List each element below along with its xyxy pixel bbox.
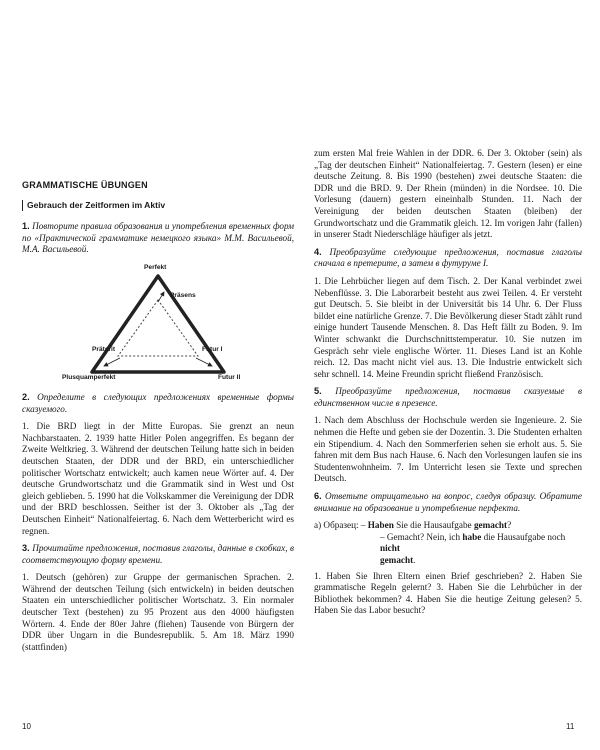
task-3-number: 3. bbox=[22, 543, 30, 554]
task-2-body: 1. Die BRD liegt in der Mitte Europas. Sie grenzt an neun Nachbarstaaten. 2. 1939 hatte Hitler Polen angegriffen. Es begann der Zweite Weltkrieg. 3. Während der deutschen Teilung hatte sich in beiden deutschen Staaten, der DDR und der BRD, ein unterschiedlicher politischer Wortschatz entwickelt; auch kamen neue Wörter auf. 4. Der deutsche Grundwortschatz und die Grammatik sind in West und Ost gleich geblieben. 5. 1990 hat die Volkskammer die Vereinigung der DDR und der BRD beschlossen. Seither ist der 3. Oktober als „Tag der Deutschen Einheit“ Nationalfeiertag. 6. Nach dem Wetterbericht wird es regnen. bbox=[22, 421, 294, 536]
example-a-mid: die Hausaufgabe noch bbox=[481, 531, 566, 542]
example-block bbox=[314, 520, 582, 566]
arrow-futur bbox=[196, 358, 212, 366]
example-q-dash: – bbox=[360, 520, 368, 531]
example-q-bold-gemacht: gemacht bbox=[473, 520, 508, 531]
example-answer-line-2 bbox=[314, 555, 582, 567]
left-page bbox=[22, 160, 294, 659]
task-3 bbox=[22, 543, 294, 566]
example-a-bold-nicht: nicht bbox=[380, 543, 400, 554]
example-a-end: . bbox=[413, 555, 416, 565]
task-5 bbox=[314, 386, 582, 409]
label-praesens: Präsens bbox=[170, 291, 196, 299]
subsection-title: Gebrauch der Zeitformen im Aktiv bbox=[22, 200, 294, 212]
example-q-bold-haben: Haben bbox=[367, 520, 394, 531]
task-1-instruction: Повторите правила образования и употребления временных форм по «Практической грамматике немецкого языка» М.М. Васильевой, М.А. Васильевой. bbox=[22, 221, 295, 255]
page-number-left: 10 bbox=[22, 722, 31, 731]
task-6-instruction: Ответьте отрицательно на вопрос, следуя образцу. Обратите внимание на образование и употребление перфекта. bbox=[314, 491, 583, 513]
label-plusquamperfekt: Plusquamperfekt bbox=[62, 373, 116, 381]
task-2-instruction: Определите в следующих предложениях временные формы сказуемого. bbox=[22, 391, 294, 414]
example-a-bold-habe: habe bbox=[462, 531, 482, 542]
arrow-praesens bbox=[158, 292, 164, 302]
outer-triangle bbox=[92, 276, 224, 372]
task-4 bbox=[314, 247, 582, 270]
task-4-number: 4. bbox=[314, 246, 322, 257]
page-number-right: 11 bbox=[566, 722, 575, 731]
label-futur-1: Futur I bbox=[202, 345, 223, 353]
task-3-body: 1. Deutsch (gehören) zur Gruppe der germanischen Sprachen. 2. Während der deutschen Teilung (sich entwickeln) in beiden deutschen Staaten ein unterschiedlicher politischer Wortschatz. 3. Ein normaler deutscher Text (bestehen) zu 95 Prozent aus den 4000 häufigsten Wörtern. 4. Ende der 80er Jahre (fliehen) Tausende von Bürgern der DDR über Ungarn in die Bundesrepublik. 5. Am 18. März 1990 (stattfinden) bbox=[22, 572, 294, 652]
example-question-line bbox=[314, 520, 582, 532]
tense-triangle-graphic bbox=[22, 262, 294, 386]
task-6 bbox=[314, 491, 582, 514]
inner-triangle bbox=[118, 300, 198, 356]
task-6-body: 1. Haben Sie Ihren Eltern einen Brief geschrieben? 2. Haben Sie grammatische Regeln gelernt? 3. Haben Sie die Lehrbücher in der Bibliothek bekommen? 4. Haben Sie die heutige Zeitung gelesen? 5. Haben Sie das Labor besucht? bbox=[314, 570, 582, 616]
task-3-continuation: zum ersten Mal freie Wahlen in der DDR. 6. Der 3. Oktober (sein) als „Tag der deutschen Einheit“ Nationalfeiertag. 7. Gestern (lesen) er eine deutsche Zeitung. 8. Bis 1990 (bestehen) zwei deutsche Staaten: die DDR und die BRD. 9. Der Rhein (münden) in die Nordsee. 10. Die Vorlesung (dauern) gestern eineinhalb Stunden. 11. Nach der Vereinigung der beiden deutschen Staaten (bleiben) der Grundwortschatz und die Grammatik gleich. 12. Im vorigen Jahr (fallen) in unserer Stadt Niederschläge häufiger als jetzt. bbox=[314, 148, 582, 240]
section-title: GRAMMATISCHE ÜBUNGEN bbox=[22, 180, 148, 190]
task-1 bbox=[22, 221, 294, 256]
example-label: а) Образец: bbox=[314, 520, 359, 531]
label-perfekt: Perfekt bbox=[144, 263, 167, 271]
task-6-number: 6. bbox=[314, 491, 322, 502]
task-2-number: 2. bbox=[22, 391, 30, 402]
task-5-instruction: Преобразуйте предложения, поставив сказуемые в единственном числе в презенсе. bbox=[314, 386, 582, 408]
example-q-end: ? bbox=[507, 520, 512, 531]
example-a-bold-gemacht: gemacht bbox=[380, 555, 414, 565]
example-q-mid: Sie die Hausaufgabe bbox=[393, 520, 474, 531]
task-2 bbox=[22, 392, 294, 415]
task-3-instruction: Прочитайте предложения, поставив глаголы, данные в скобках, в соответствующую форму времени. bbox=[22, 543, 294, 565]
right-page bbox=[314, 148, 582, 623]
label-futur-2: Futur II bbox=[218, 373, 241, 381]
task-4-instruction: Преобразуйте следующие предложения, поставив глаголы сначала в претерите, а затем в футуруме I. bbox=[314, 246, 583, 269]
label-praeterit: Präterit bbox=[92, 345, 116, 353]
example-a-pre: – Gemacht? Nein, ich bbox=[380, 531, 463, 542]
tense-diagram bbox=[22, 262, 294, 386]
task-1-number: 1. bbox=[22, 221, 30, 232]
task-4-body: 1. Die Lehrbücher liegen auf dem Tisch. 2. Der Kanal verbindet zwei Nebenflüsse. 3. Die Laborarbeit besteht aus zwei Teilen. 4. Er versteht gut Deutsch. 5. Sie bleibt in der Universität bis 14 Uhr. 6. Der Fluss bildet eine natürliche Grenze. 7. Die Bevölkerung dieser Stadt zählt rund einige hundert Tausende Menschen. 8. Das Heft fällt zu Boden. 9. Im Winter schwankt die Durchschnittstemperatur. 10. Sie nutzen im Gespräch sehr viele englische Wörter. 11. Dieses Land ist an Kohle reich. 12. Das macht nicht viel aus. 13. Die Industrie entwickelt sich sehr schnell. 14. Meine Freundin spricht fließend Französisch. bbox=[314, 275, 582, 379]
example-answer-line bbox=[314, 532, 582, 555]
task-5-body: 1. Nach dem Abschluss der Hochschule werden sie Ingenieure. 2. Sie nehmen die Hefte und geben sie der Dozentin. 3. Die Studenten erhalten ein Stipendium. 4. Nach den Sommerferien sehen sie erholt aus. 5. Sie fahren mit dem Bus nach Hause. 6. Nach den Vorlesungen laufen sie ins Studentenwohnheim. 7. Im Unterricht lesen sie Texte und sprechen Deutsch. bbox=[314, 415, 582, 484]
task-5-number: 5. bbox=[314, 386, 322, 397]
arrow-praeterit bbox=[104, 358, 120, 366]
